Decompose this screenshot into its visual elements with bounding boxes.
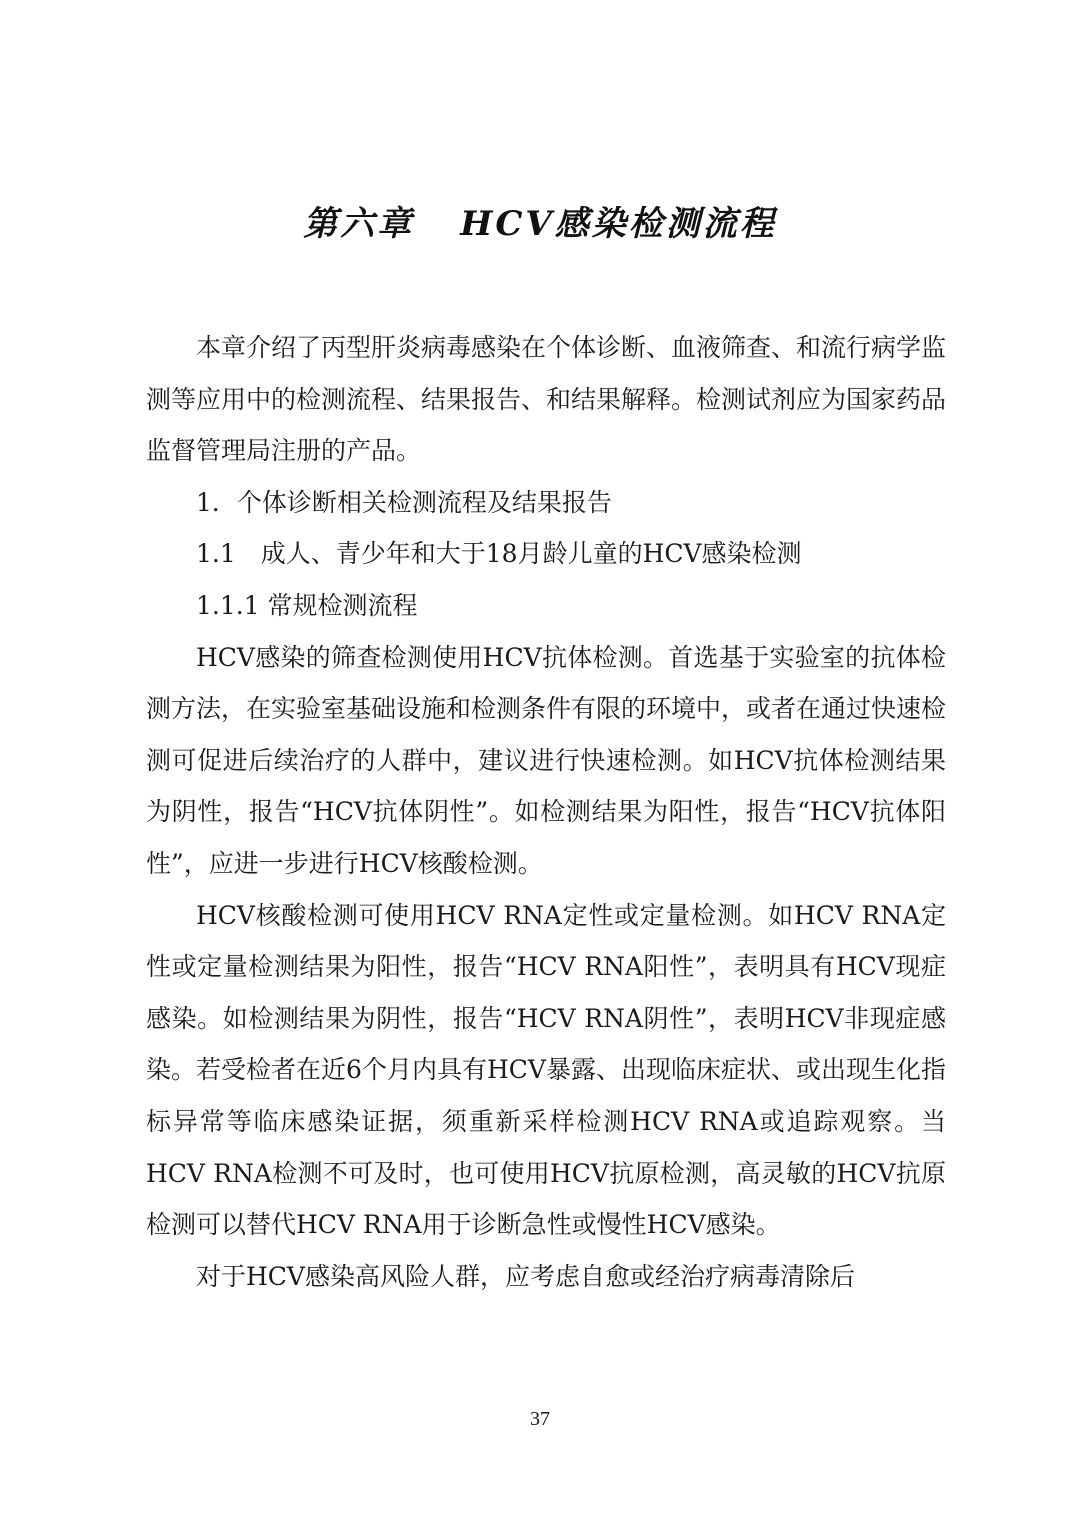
intro-paragraph: 本章介绍了丙型肝炎病毒感染在个体诊断、血液筛查、和流行病学监测等应用中的检测流程、结果报告、和结果解释。检测试剂应为国家药品监督管理局注册的产品。 [146, 333, 947, 466]
subsection-heading: 1.1 成人、青少年和大于18月龄儿童的HCV感染检测 [196, 539, 802, 569]
subsubsection-heading: 1.1.1 常规检测流程 [196, 590, 418, 620]
high-risk-paragraph: 对于HCV感染高风险人群，应考虑自愈或经治疗病毒清除后 [196, 1261, 855, 1291]
body-text [146, 322, 946, 1302]
chapter-number: 第六章 [303, 204, 415, 244]
chapter-title [0, 196, 1080, 245]
chapter-title-text: HCV感染检测流程 [460, 204, 777, 244]
section-heading: 1．个体诊断相关检测流程及结果报告 [196, 487, 612, 517]
page-number: 37 [530, 1408, 550, 1430]
screening-paragraph: HCV感染的筛查检测使用HCV抗体检测。首选基于实验室的抗体检测方法，在实验室基础设施和检测条件有限的环境中，或者在通过快速检测可促进后续治疗的人群中，建议进行快速检测。如HCV抗体检测结果为阴性，报告“HCV抗体阴性”。如检测结果为阳性，报告“HCV抗体阳性”，应进一步进行HCV核酸检测。 [146, 642, 947, 878]
nucleic-acid-paragraph: HCV核酸检测可使用HCV RNA定性或定量检测。如HCV RNA定性或定量检测结果为阳性，报告“HCV RNA阳性”，表明具有HCV现症感染。如检测结果为阴性，报告“HCV RNA阴性”，表明HCV非现症感染。若受检者在近6个月内具有HCV暴露、出现临床症状、或出现生化指标异常等临床感染证据，须重新采样检测HCV RNA或追踪观察。当HCV RNA检测不可及时，也可使用HCV抗原检测，高灵敏的HCV抗原检测可以替代HCV RNA用于诊断急性或慢性HCV感染。 [146, 900, 946, 1240]
